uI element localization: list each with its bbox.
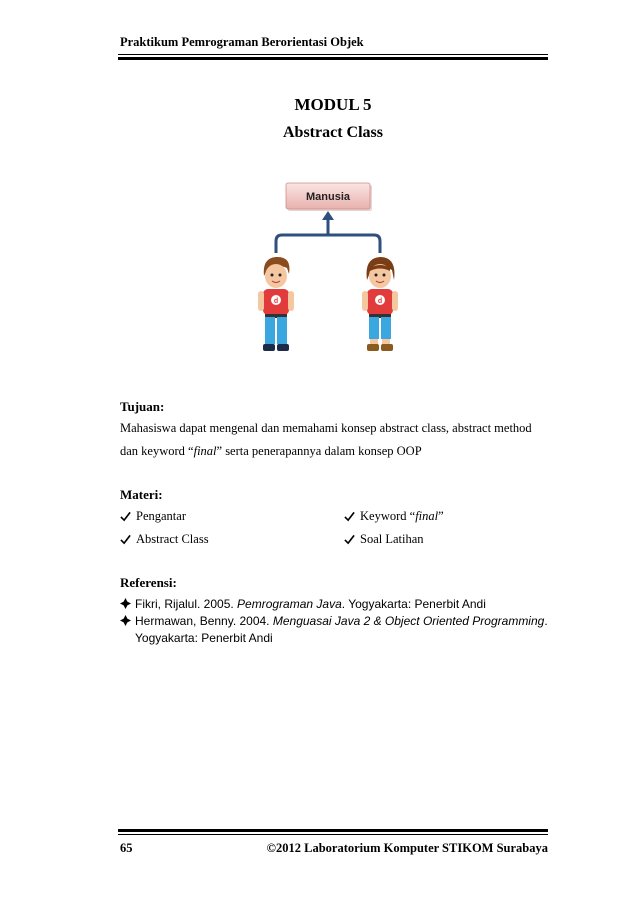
materi-heading: Materi: [120, 487, 163, 502]
checkmark-icon [120, 534, 131, 545]
parent-class-label: Manusia [305, 191, 351, 203]
girl-figure [362, 257, 398, 351]
page-number: 65 [120, 841, 133, 855]
running-header: Praktikum Pemrograman Berorientasi Objek [120, 35, 364, 49]
materi-item: Soal Latihan [344, 532, 424, 547]
footer-copyright: ©2012 Laboratorium Komputer STIKOM Surabaya [266, 841, 548, 855]
reference-item: Hermawan, Benny. 2004. Menguasai Java 2 & Object Oriented Programming. [120, 614, 548, 628]
module-number: MODUL 5 [294, 95, 372, 114]
materi-item: Pengantar [120, 509, 186, 524]
module-title: Abstract Class [283, 124, 383, 141]
boy-figure [258, 257, 294, 351]
svg-text:d: d [273, 298, 279, 305]
reference-item: Fikri, Rijalul. 2005. Pemrograman Java. Yogyakarta: Penerbit Andi [120, 597, 486, 611]
tujuan-heading: Tujuan: [120, 399, 165, 414]
materi-item: Abstract Class [120, 532, 209, 547]
materi-item: Keyword “final” [344, 509, 444, 524]
diamond-bullet-icon [120, 598, 131, 609]
checkmark-icon [344, 534, 355, 545]
svg-text:d: d [377, 298, 383, 305]
header-rule [118, 54, 548, 55]
tujuan-line-1: Mahasiswa dapat mengenal dan memahami konsep abstract class, abstract method [120, 421, 532, 435]
checkmark-icon [120, 511, 131, 522]
inheritance-arrows [276, 216, 380, 253]
reference-continuation: Yogyakarta: Penerbit Andi [135, 631, 273, 645]
header-rule-thick [118, 57, 548, 60]
diamond-bullet-icon [120, 615, 131, 626]
arrow-head [322, 211, 334, 220]
footer-rule [118, 834, 548, 835]
checkmark-icon [344, 511, 355, 522]
referensi-heading: Referensi: [120, 575, 177, 590]
footer-rule-thick [118, 829, 548, 832]
tujuan-line-2: dan keyword “final” serta penerapannya dalam konsep OOP [120, 444, 422, 458]
parent-class-box [286, 183, 372, 211]
inheritance-diagram [240, 178, 420, 373]
